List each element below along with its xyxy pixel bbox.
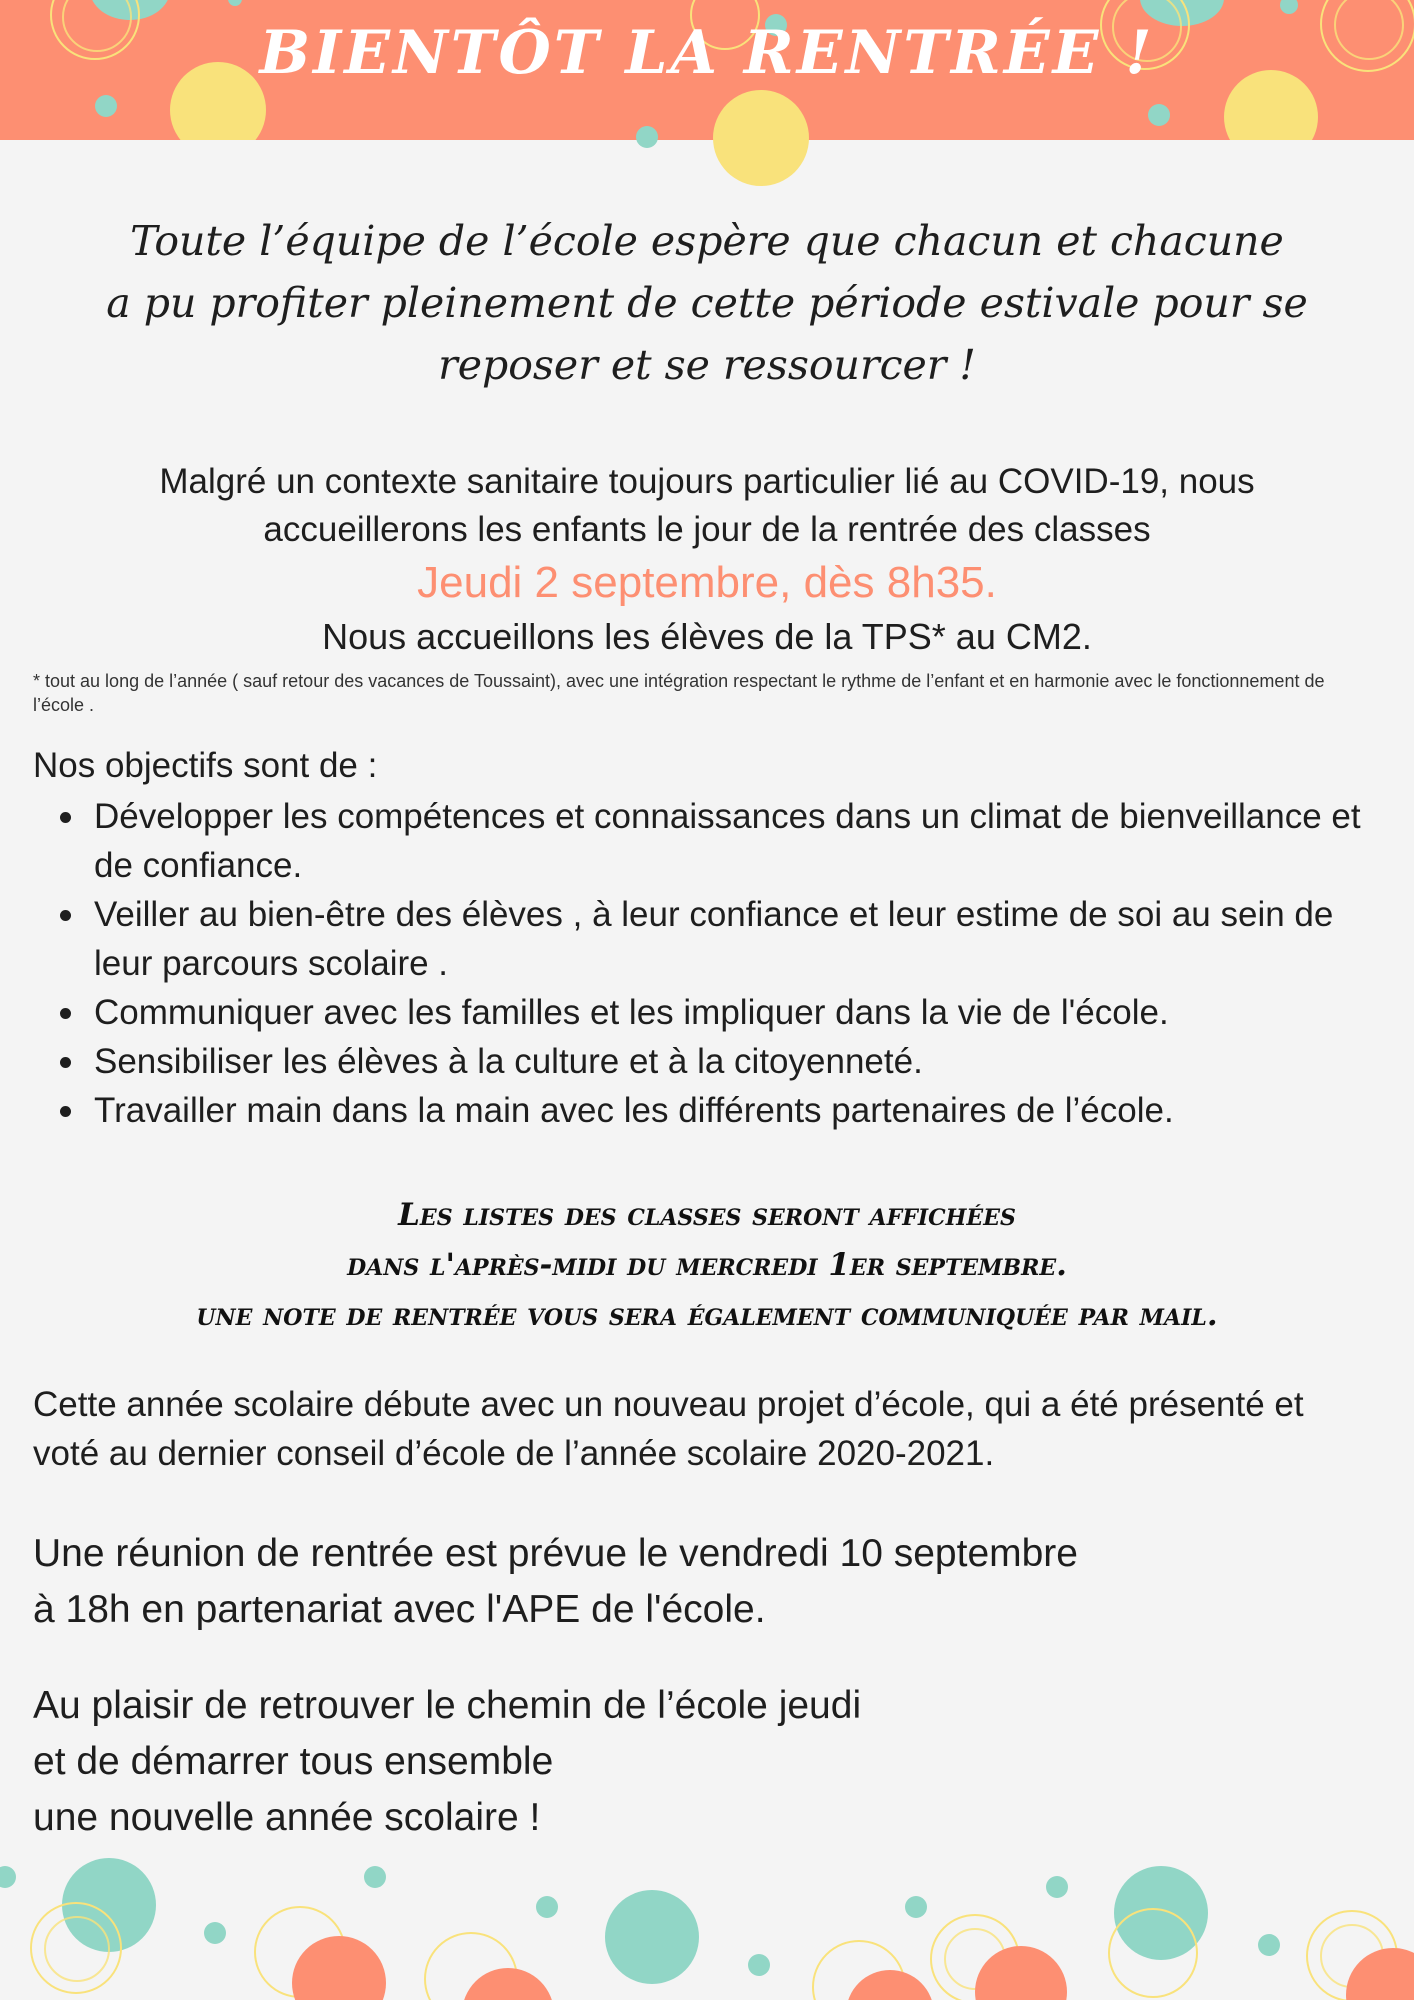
welcome-line: Malgré un contexte sanitaire toujours particulier lié au COVID-19, nous (159, 462, 1255, 501)
project-line: Cette année scolaire débute avec un nouveau projet d’école, qui a été présenté et (33, 1385, 1304, 1424)
notice-line: dans l'après-midi du mercredi 1er septembre. (347, 1247, 1067, 1283)
notice-line: Les listes des classes seront affichées (398, 1197, 1016, 1233)
decor-dot (1148, 104, 1170, 126)
welcome-paragraph (60, 458, 1354, 554)
bullet-icon (60, 910, 71, 921)
header-banner (0, 0, 1414, 140)
bullet-icon (60, 1008, 71, 1019)
start-date: Jeudi 2 septembre, dès 8h35. (417, 558, 997, 607)
project-line: voté au dernier conseil d’école de l’année scolaire 2020-2021. (33, 1434, 995, 1473)
objectives-title: Nos objectifs sont de : (33, 746, 378, 785)
decor-dot (605, 1890, 699, 1984)
footnote: * tout au long de l’année ( sauf retour des vacances de Toussaint), avec une intégration respectant le rythme de l’enfant et en harmonie avec le fonctionnement de l’école . (33, 671, 1325, 715)
objective-text: Sensibiliser les élèves à la culture et à la citoyenneté. (94, 1042, 923, 1081)
class-lists-notice (0, 1190, 1414, 1340)
decor-ring (1108, 1908, 1198, 1998)
closing-paragraph (33, 1678, 1388, 1846)
decor-dot (0, 1866, 16, 1888)
welcome-line: accueillerons les enfants le jour de la rentrée des classes (263, 510, 1151, 549)
objective-text: Développer les compétences et connaissances dans un climat de bienveillance et de confiance. (94, 797, 1361, 885)
bullet-icon (60, 1057, 71, 1068)
intro-line: Toute l’équipe de l’école espère que chacun et chacune (130, 217, 1284, 265)
decor-dot (636, 126, 658, 148)
closing-line: Au plaisir de retrouver le chemin de l’école jeudi (33, 1684, 862, 1727)
meeting-line: Une réunion de rentrée est prévue le vendredi 10 septembre (33, 1532, 1078, 1575)
objective-item (33, 890, 1388, 988)
decor-dot (748, 1954, 770, 1976)
intro-message (30, 210, 1384, 396)
decor-dot (228, 0, 242, 6)
notice-line: une note de rentrée vous sera également communiquée par mail. (196, 1297, 1218, 1333)
objective-text: Communiquer avec les familles et les impliquer dans la vie de l'école. (94, 993, 1169, 1032)
decor-dot (364, 1866, 386, 1888)
school-project-paragraph (33, 1380, 1388, 1478)
page-title: BIENTÔT LA RENTRÉE ! (259, 18, 1155, 88)
meeting-paragraph (33, 1526, 1388, 1638)
intro-line: reposer et se ressourcer ! (438, 341, 976, 389)
closing-line: une nouvelle année scolaire ! (33, 1796, 541, 1839)
decor-dot (905, 1896, 927, 1918)
meeting-line: à 18h en partenariat avec l'APE de l'école. (33, 1588, 766, 1631)
footer-decoration (0, 1850, 1414, 2000)
bullet-icon (60, 812, 71, 823)
objective-text: Veiller au bien-être des élèves , à leur confiance et leur estime de soi au sein de leur parcours scolaire . (94, 895, 1334, 983)
decor-dot (204, 1922, 226, 1944)
objective-text: Travailler main dans la main avec les différents partenaires de l’école. (94, 1091, 1174, 1130)
decor-dot (1046, 1876, 1068, 1898)
objective-item (33, 988, 1388, 1037)
decor-dot (95, 95, 117, 117)
objective-item (33, 792, 1388, 890)
bullet-icon (60, 1106, 71, 1117)
levels-text: Nous accueillons les élèves de la TPS* au CM2. (322, 616, 1092, 657)
decor-dot (713, 90, 809, 186)
decor-dot (1258, 1934, 1280, 1956)
decor-ring (44, 1916, 110, 1982)
closing-line: et de démarrer tous ensemble (33, 1740, 554, 1783)
objectives-list (33, 792, 1388, 1135)
decor-dot (536, 1896, 558, 1918)
objective-item (33, 1086, 1388, 1135)
objective-item (33, 1037, 1388, 1086)
intro-line: a pu profiter pleinement de cette période estivale pour se (106, 279, 1308, 327)
decor-dot (1280, 0, 1298, 14)
